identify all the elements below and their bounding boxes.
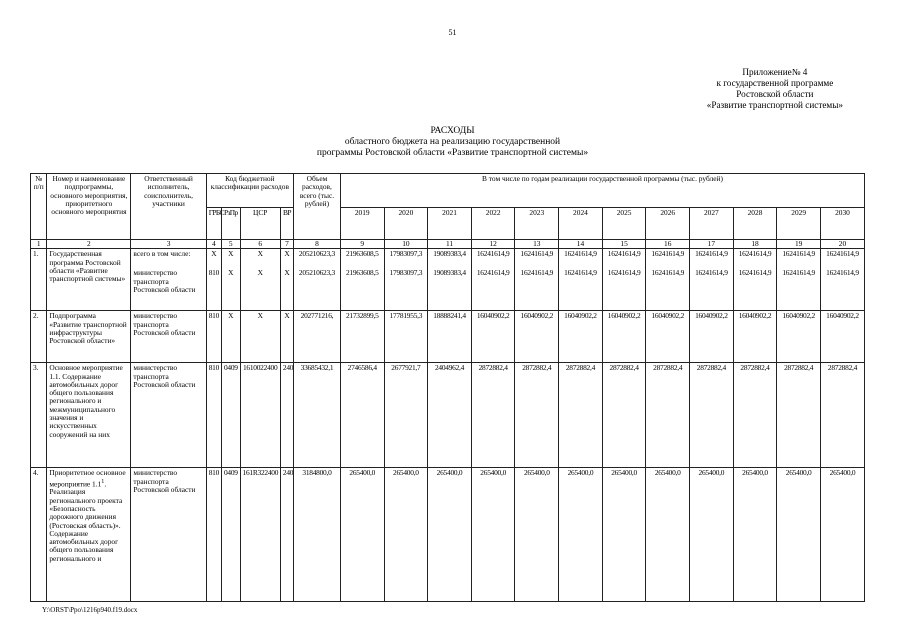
cell-value: 16241614,9 xyxy=(826,268,859,278)
cell-value: 16241614,9 xyxy=(476,268,510,278)
row-year-value: 16040902,2 xyxy=(820,311,864,363)
row-rzpr xyxy=(221,249,240,311)
cell-value: 16241614,9 xyxy=(564,249,597,259)
row-year-value xyxy=(559,249,603,311)
cell-value: 16241614,9 xyxy=(782,268,815,278)
appendix-line: к государственной программе xyxy=(716,78,834,88)
header-vr: ВР xyxy=(280,208,293,240)
row-year-value xyxy=(820,249,864,311)
column-number: 6 xyxy=(240,240,280,249)
appendix-line: Приложение№ 4 xyxy=(742,67,808,77)
row-name xyxy=(47,468,131,602)
header-year: 2021 xyxy=(428,208,472,240)
row-year-value: 2872882,4 xyxy=(515,363,559,468)
row-year-value: 2872882,4 xyxy=(602,363,646,468)
row-year-value: 2872882,4 xyxy=(559,363,603,468)
header-volume: Объем расходов, всего (тыс. рублей) xyxy=(294,174,341,240)
header-year: 2029 xyxy=(777,208,821,240)
row-year-value: 16040902,2 xyxy=(733,311,777,363)
row-year-value: 265400,0 xyxy=(777,468,821,602)
row-year-value: 265400,0 xyxy=(820,468,864,602)
header-year: 2027 xyxy=(690,208,734,240)
row-year-value: 16040902,2 xyxy=(471,311,515,363)
row-year-value xyxy=(384,249,428,311)
column-number: 16 xyxy=(646,240,690,249)
table-row xyxy=(31,468,865,602)
row-year-value: 2872882,4 xyxy=(690,363,734,468)
column-number: 1 xyxy=(31,240,47,249)
header-rzpr: РзПр xyxy=(221,208,240,240)
row-year-value xyxy=(515,249,559,311)
column-number: 17 xyxy=(690,240,734,249)
row-year-value: 265400,0 xyxy=(559,468,603,602)
row-year-value: 16040902,2 xyxy=(690,311,734,363)
column-number: 13 xyxy=(515,240,559,249)
column-number: 8 xyxy=(294,240,341,249)
cell-value: 16241614,9 xyxy=(782,249,815,259)
row-year-value: 17781955,3 xyxy=(384,311,428,363)
row-year-value xyxy=(777,249,821,311)
row-year-value: 16040902,2 xyxy=(646,311,690,363)
cell-value: 16241614,9 xyxy=(826,249,859,259)
row-executor: министерство транспорта Ростовской области xyxy=(131,311,206,363)
column-number: 12 xyxy=(471,240,515,249)
file-path-footer: Y:\ORST\Ppo\1216p940.f19.docx xyxy=(42,606,138,614)
row-year-value: 265400,0 xyxy=(340,468,384,602)
row-year-value: 265400,0 xyxy=(515,468,559,602)
column-number: 19 xyxy=(777,240,821,249)
row-year-value: 21732899,5 xyxy=(340,311,384,363)
column-number: 5 xyxy=(221,240,240,249)
title-line: программы Ростовской области «Развитие транспортной системы» xyxy=(316,148,589,158)
cell-value: 16241614,9 xyxy=(476,249,510,259)
row-year-value: 265400,0 xyxy=(384,468,428,602)
cell-value: X xyxy=(228,268,234,278)
column-number: 18 xyxy=(733,240,777,249)
column-number: 15 xyxy=(602,240,646,249)
row-grbs xyxy=(206,249,221,311)
row-year-value: 2872882,4 xyxy=(777,363,821,468)
row-year-value: 2872882,4 xyxy=(646,363,690,468)
row-total: 202771216, xyxy=(294,311,341,363)
column-number: 14 xyxy=(559,240,603,249)
row-rzpr: 0409 xyxy=(221,468,240,602)
column-number: 9 xyxy=(340,240,384,249)
cell-value: 16241614,9 xyxy=(564,268,597,278)
header-budget-code: Код бюджетной классификации расходов xyxy=(206,174,293,208)
header-year: 2020 xyxy=(384,208,428,240)
row-rzpr: 0409 xyxy=(221,363,240,468)
row-year-value: 2872882,4 xyxy=(820,363,864,468)
row-rzpr: X xyxy=(221,311,240,363)
row-year-value: 2872882,4 xyxy=(733,363,777,468)
cell-value: X xyxy=(211,249,217,259)
row-grbs: 810 xyxy=(206,468,221,602)
row-year-value xyxy=(471,249,515,311)
row-year-value: 2746586,4 xyxy=(340,363,384,468)
header-year: 2030 xyxy=(820,208,864,240)
row-year-value xyxy=(340,249,384,311)
table-row xyxy=(31,363,865,468)
header-num: № п/п xyxy=(31,174,47,240)
title-line: РАСХОДЫ xyxy=(430,126,475,136)
row-vr xyxy=(280,249,293,311)
cell-value: 16241614,9 xyxy=(607,268,641,278)
row-year-value: 265400,0 xyxy=(428,468,472,602)
cell-value: X xyxy=(284,268,290,278)
row-total xyxy=(294,249,341,311)
row-executor xyxy=(131,249,206,311)
appendix-line: Ростовской области xyxy=(736,89,814,99)
row-name: Подпрограмма «Развитие транспортной инфраструктуры Ростовской области» xyxy=(47,311,131,363)
appendix-heading xyxy=(707,67,843,111)
row-year-value: 265400,0 xyxy=(646,468,690,602)
row-number: 1. xyxy=(31,249,47,311)
row-year-value: 16040902,2 xyxy=(515,311,559,363)
cell-value: X xyxy=(284,249,290,259)
cell-value: 810 xyxy=(208,268,220,278)
header-year: 2022 xyxy=(471,208,515,240)
expenses-table xyxy=(30,173,865,602)
row-total: 33685432,1 xyxy=(294,363,341,468)
cell-value: 16241614,9 xyxy=(738,268,772,278)
header-name: Номер и наименование подпрограммы, основного мероприятия, приоритетного основного мероприятия xyxy=(47,174,131,240)
row-year-value xyxy=(733,249,777,311)
cell-value: 16241614,9 xyxy=(695,249,728,259)
page-number: 51 xyxy=(448,28,457,37)
row-year-value: 2404962,4 xyxy=(428,363,472,468)
column-number: 20 xyxy=(820,240,864,249)
column-number: 10 xyxy=(384,240,428,249)
row-vr: X xyxy=(280,311,293,363)
row-number: 4. xyxy=(31,468,47,602)
row-name-part: . Реализация регионального проекта «Безопасность дорожного движения (Ростовская область)». Содержание автомобильных дорог общего пользования регионального и xyxy=(49,479,123,563)
cell-value: 16241614,9 xyxy=(695,268,728,278)
row-csr: 1610022400 xyxy=(240,363,280,468)
cell-value: 16241614,9 xyxy=(520,268,554,278)
row-executor: министерство транспорта Ростовской области xyxy=(131,363,206,468)
header-years-group: В том числе по годам реализации государственной программы (тыс. рублей) xyxy=(340,174,864,208)
row-year-value: 18888241,4 xyxy=(428,311,472,363)
row-grbs: 810 xyxy=(206,363,221,468)
cell-value: 16241614,9 xyxy=(738,249,772,259)
header-year: 2023 xyxy=(515,208,559,240)
row-number: 3. xyxy=(31,363,47,468)
table-row xyxy=(31,249,865,311)
cell-value: 17983097,3 xyxy=(389,249,423,259)
row-name-superscript: 1 xyxy=(101,478,105,485)
cell-value: 16241614,9 xyxy=(520,249,554,259)
cell-value: 19089383,4 xyxy=(433,268,466,278)
row-year-value: 16040902,2 xyxy=(602,311,646,363)
row-total: 3184800,0 xyxy=(294,468,341,602)
cell-value: 205210623,3 xyxy=(298,249,335,259)
cell-value: 16241614,9 xyxy=(651,249,685,259)
executor-total: всего в том числе: xyxy=(133,249,191,259)
row-name: Основное мероприятие 1.1. Содержание автомобильных дорог общего пользования регионального и межмуниципального значения и искусственных сооружений на них xyxy=(47,363,131,468)
cell-value: 21963608,5 xyxy=(345,268,379,278)
header-year: 2019 xyxy=(340,208,384,240)
row-csr xyxy=(240,249,280,311)
row-year-value xyxy=(602,249,646,311)
cell-value: 21963608,5 xyxy=(345,249,379,259)
cell-value: 205210623,3 xyxy=(298,268,335,278)
row-csr: 161R322400 xyxy=(240,468,280,602)
row-year-value xyxy=(428,249,472,311)
row-year-value: 265400,0 xyxy=(471,468,515,602)
cell-value: 16241614,9 xyxy=(651,268,685,278)
row-number: 2. xyxy=(31,311,47,363)
row-year-value: 16040902,2 xyxy=(559,311,603,363)
row-year-value: 265400,0 xyxy=(602,468,646,602)
title-line: областного бюджета на реализацию государственной xyxy=(344,137,561,147)
cell-value: 16241614,9 xyxy=(607,249,641,259)
column-number: 11 xyxy=(428,240,472,249)
row-name: Государственная программа Ростовской области «Развитие транспортной системы» xyxy=(47,249,131,311)
cell-value: 17983097,3 xyxy=(389,268,423,278)
row-vr: 240 xyxy=(280,363,293,468)
column-number: 3 xyxy=(131,240,206,249)
header-grbs: ГРБС xyxy=(206,208,221,240)
row-year-value xyxy=(690,249,734,311)
cell-value: 19089383,4 xyxy=(433,249,466,259)
row-year-value: 2872882,4 xyxy=(471,363,515,468)
cell-value: X xyxy=(228,249,234,259)
row-executor: министерство транспорта Ростовской области xyxy=(131,468,206,602)
row-year-value: 265400,0 xyxy=(733,468,777,602)
column-number: 7 xyxy=(280,240,293,249)
row-vr: 240 xyxy=(280,468,293,602)
table-row xyxy=(31,311,865,363)
header-year: 2026 xyxy=(646,208,690,240)
appendix-line: «Развитие транспортной системы» xyxy=(706,100,843,110)
column-number: 4 xyxy=(206,240,221,249)
row-year-value: 265400,0 xyxy=(690,468,734,602)
row-name-part: Приоритетное основное мероприятие 1.1 xyxy=(49,468,126,489)
row-year-value: 2677921,7 xyxy=(384,363,428,468)
row-year-value: 16040902,2 xyxy=(777,311,821,363)
row-year-value xyxy=(646,249,690,311)
row-csr: X xyxy=(240,311,280,363)
row-grbs: 810 xyxy=(206,311,221,363)
header-year: 2024 xyxy=(559,208,603,240)
header-executor: Ответственный исполнитель, соисполнитель, участники xyxy=(131,174,206,240)
header-year: 2025 xyxy=(602,208,646,240)
executor-ministry: министерство транспорта Ростовской области xyxy=(133,268,196,294)
cell-value: X xyxy=(257,249,263,259)
header-year: 2028 xyxy=(733,208,777,240)
header-csr: ЦСР xyxy=(240,208,280,240)
document-title xyxy=(0,126,905,159)
cell-value: X xyxy=(257,268,263,278)
column-number: 2 xyxy=(47,240,131,249)
